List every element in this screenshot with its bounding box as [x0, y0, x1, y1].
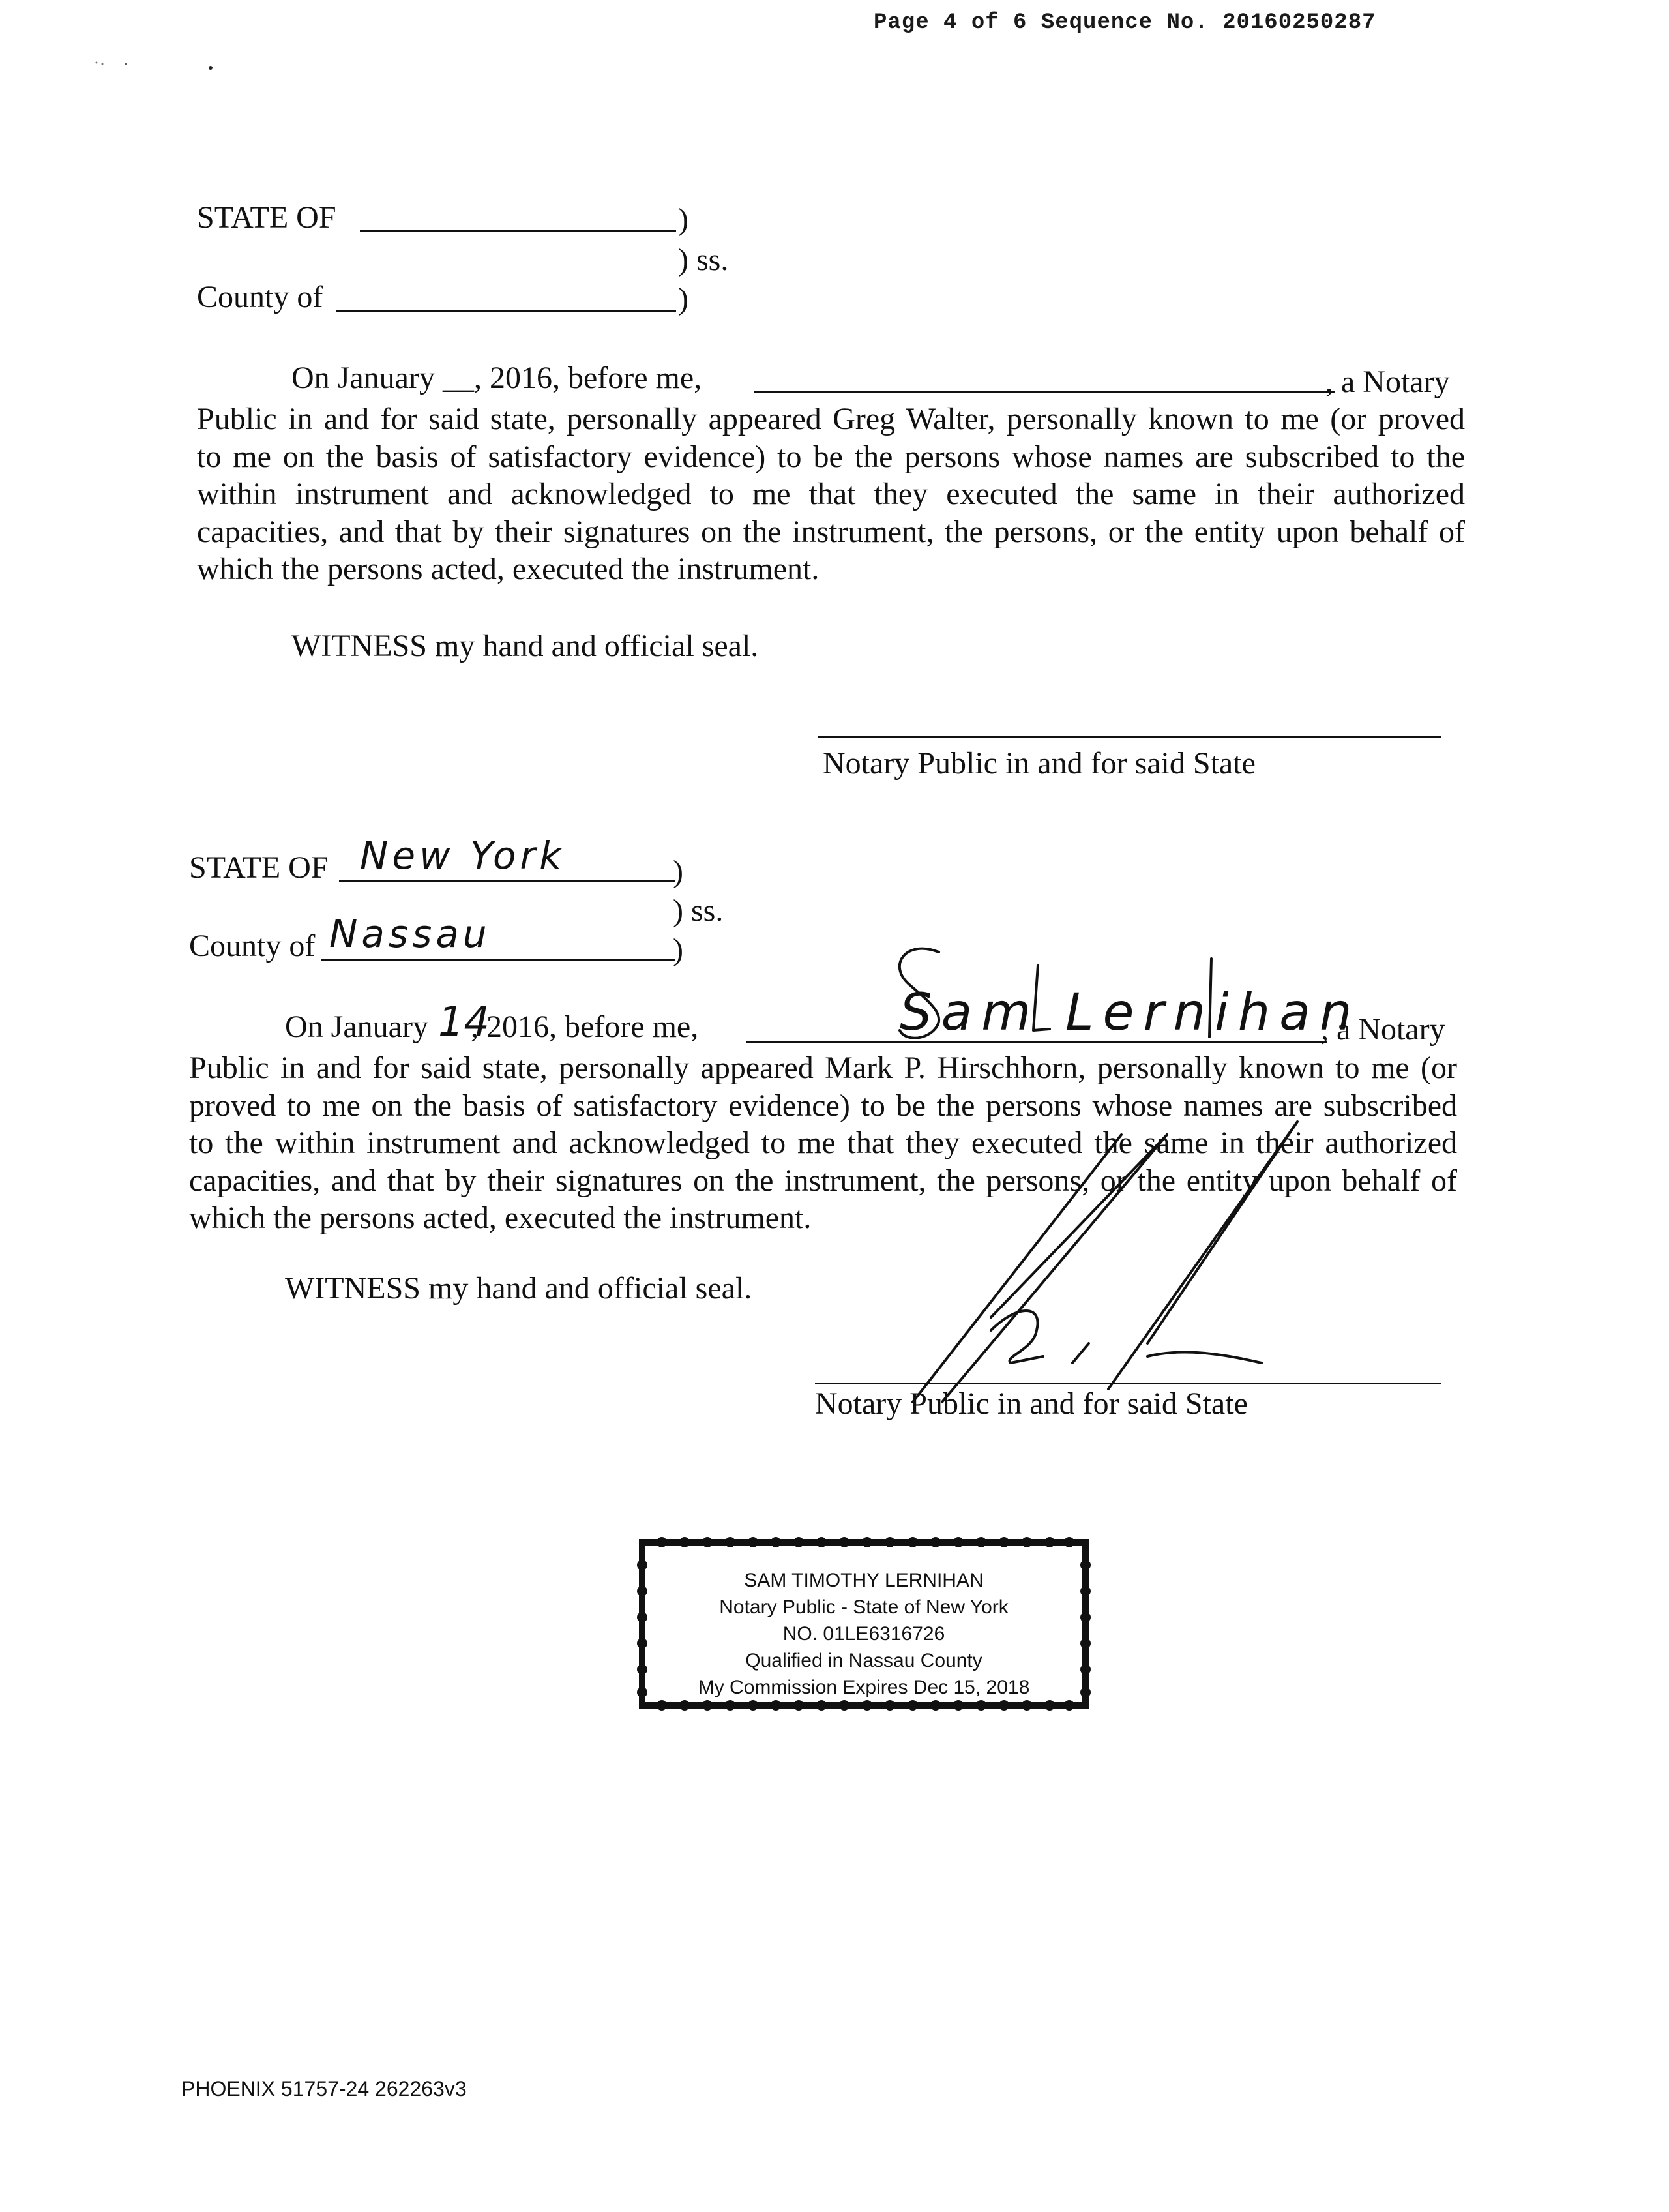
page-sequence-header: Page 4 of 6 Sequence No. 20160250287	[874, 10, 1376, 35]
signature-line	[818, 736, 1441, 738]
witness-line: WITNESS my hand and official seal.	[291, 629, 759, 663]
state-label: STATE OF	[189, 850, 329, 885]
county-label: County of	[189, 929, 316, 963]
para-first-line-end: , a Notary	[1325, 365, 1450, 399]
paragraph-line: to me on the basis of satisfactory evidence) to be the persons whose names are subscribed to the	[197, 439, 1465, 474]
para-first-line-start: On January	[285, 1009, 428, 1044]
stamp-line: SAM TIMOTHY LERNIHAN	[744, 1570, 984, 1591]
paren: )	[678, 202, 688, 237]
paragraph-line: which the persons acted, executed the instrument.	[197, 552, 820, 586]
stamp-line: My Commission Expires Dec 15, 2018	[698, 1677, 1030, 1698]
state-handwritten: New York	[360, 833, 565, 878]
paragraph-line: capacities, and that by their signatures on the instrument, the persons, or the entity upon behalf of	[197, 514, 1465, 549]
signature-caption: Notary Public in and for said State	[823, 746, 1256, 781]
para-first-line-start: On January __, 2016, before me,	[291, 361, 702, 395]
paragraph-line: within instrument and acknowledged to me that they executed the same in their authorized	[197, 477, 1465, 511]
paragraph-line: which the persons acted, executed the instrument.	[189, 1201, 812, 1235]
county-label: County of	[197, 280, 323, 314]
paren: )	[678, 282, 688, 316]
paragraph-line: to the within instrument and acknowledged to me that they executed the same in their authorized	[189, 1126, 1457, 1160]
paragraph-line: capacities, and that by their signatures on the instrument, the persons, or the entity upon behalf of	[189, 1163, 1457, 1198]
signature-line	[815, 1382, 1441, 1384]
paren: )	[673, 854, 683, 889]
stamp-line: Qualified in Nassau County	[745, 1650, 982, 1671]
county-fill-line	[321, 959, 675, 961]
scan-specks	[95, 59, 225, 78]
signature-caption: Notary Public in and for said State	[815, 1386, 1248, 1421]
notary-name-handwritten: Sam Lernihan	[900, 983, 1361, 1042]
stamp-line: NO. 01LE6316726	[782, 1623, 945, 1645]
paren: )	[673, 933, 683, 967]
stamp-text	[636, 1567, 1092, 1701]
witness-line: WITNESS my hand and official seal.	[285, 1271, 752, 1306]
state-label: STATE OF	[197, 200, 336, 235]
state-fill-line	[339, 880, 675, 882]
para-first-line-end: , a Notary	[1321, 1012, 1445, 1047]
document-id-footer: PHOENIX 51757-24 262263v3	[181, 2077, 467, 2100]
para-first-line-mid: , 2016, before me,	[471, 1009, 699, 1044]
state-blank-line	[360, 230, 676, 232]
notary-stamp	[636, 1536, 1092, 1712]
stamp-line: Notary Public - State of New York	[719, 1596, 1009, 1618]
notary-name-blank-line	[754, 391, 1335, 393]
paragraph-line: Public in and for said state, personally appeared Greg Walter, personally known to me (or proved	[197, 402, 1465, 436]
acknowledgment-paragraph	[189, 1049, 1457, 1237]
paragraph-line: proved to me on the basis of satisfactory evidence) to be the persons whose names are subscribed	[189, 1088, 1457, 1123]
acknowledgment-paragraph	[197, 400, 1465, 588]
county-handwritten: Nassau	[329, 912, 491, 956]
day-handwritten: 14	[438, 998, 490, 1045]
county-blank-line	[336, 310, 676, 312]
paragraph-line: Public in and for said state, personally appeared Mark P. Hirschhorn, personally known to me (or	[189, 1051, 1457, 1085]
ss-paren: ) ss.	[678, 243, 729, 277]
ss-paren: ) ss.	[673, 893, 724, 928]
